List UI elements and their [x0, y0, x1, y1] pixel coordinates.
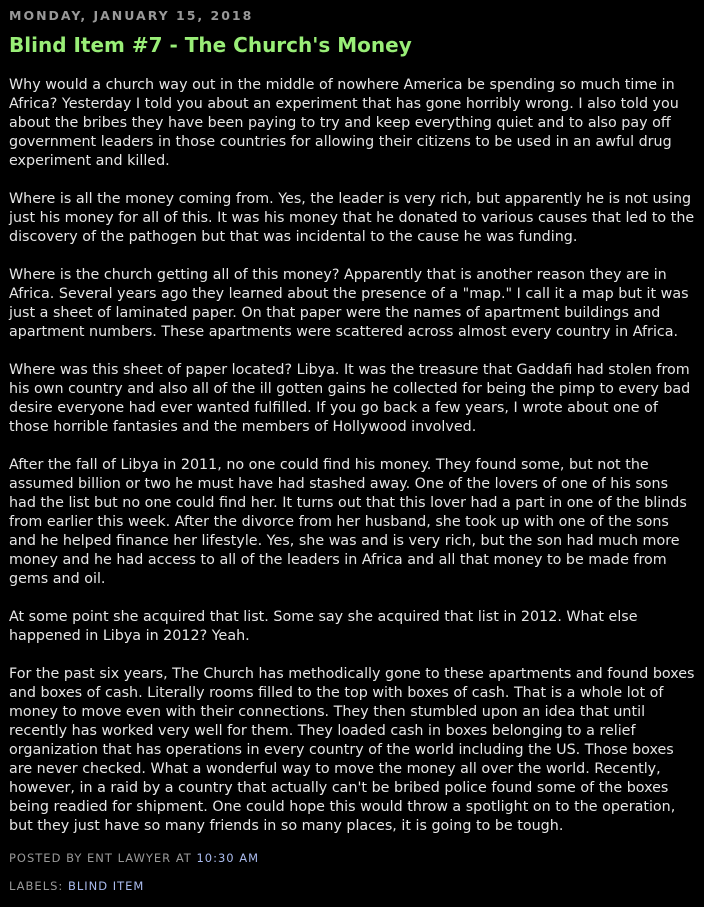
post-body — [9, 76, 699, 836]
post-author-line — [9, 851, 699, 865]
post-footer — [9, 851, 699, 893]
at-label: AT — [175, 851, 192, 865]
post-paragraph: Where is all the money coming from. Yes, the leader is very rich, but apparently he is not using just his money for all of this. It was his money that he donated to various causes that led to the discovery of the pathogen but that was incidental to the cause he was funding. — [9, 191, 695, 245]
post-labels-line — [9, 879, 699, 893]
labels-label: LABELS: — [9, 879, 64, 893]
post-paragraph: At some point she acquired that list. Some say she acquired that list in 2012. What else happened in Libya in 2012? Yeah. — [9, 609, 638, 644]
post-paragraph: After the fall of Libya in 2011, no one could find his money. They found some, but not the assumed billion or two he must have had stashed away. One of the lovers of one of his sons had the list but no one could find her. It turns out that this lover had a part in one of the blinds from earlier this week. After the divorce from her husband, she took up with one of the sons and he helped finance her lifestyle. Yes, she was and is very rich, but the son had much more money and he had access to all of the leaders in Africa and all that money to be made from gems and oil. — [9, 457, 687, 587]
post-title[interactable]: Blind Item #7 - The Church's Money — [9, 33, 412, 57]
post-paragraph: Where is the church getting all of this money? Apparently that is another reason they are in Africa. Several years ago they learned about the presence of a "map." I call it a map but it was just a sheet of laminated paper. On that paper were the names of apartment buildings and apartment numbers. These apartments were scattered across almost every country in Africa. — [9, 267, 689, 340]
date-header: MONDAY, JANUARY 15, 2018 — [9, 8, 254, 23]
post-paragraph: For the past six years, The Church has methodically gone to these apartments and found boxes and boxes of cash. Literally rooms filled to the top with boxes of cash. That is a whole lot of money to move even with their connections. They then stumbled upon an idea that until recently has worked very well for them. They loaded cash in boxes belonging to a relief organization that has operations in every country of the world including the US. Those boxes are never checked. What a wonderful way to move the money all over the world. Recently, however, in a raid by a country that actually can't be bribed police found some of the boxes being readied for shipment. One could hope this would throw a spotlight on to the operation, but they just have so many friends in so many places, it is going to be tough. — [9, 666, 695, 834]
label-link-blind-item[interactable]: BLIND ITEM — [67, 879, 145, 893]
post-paragraph: Where was this sheet of paper located? Libya. It was the treasure that Gaddafi had stolen from his own country and also all of the ill gotten gains he collected for being the pimp to every bad desire everyone had ever wanted fulfilled. If you go back a few years, I wrote about one of those horrible fantasies and the members of Hollywood involved. — [9, 362, 691, 435]
blog-post — [9, 0, 699, 907]
post-timestamp-link[interactable]: 10:30 AM — [196, 851, 260, 865]
post-author: ENT LAWYER — [87, 851, 172, 865]
posted-by-label: POSTED BY — [9, 851, 83, 865]
post-paragraph: Why would a church way out in the middle of nowhere America be spending so much time in Africa? Yesterday I told you about an experiment that has gone horribly wrong. I also told you about the bribes they have been paying to try and keep everything quiet and to also pay off government leaders in those countries for allowing their citizens to be used in an awful drug experiment and killed. — [9, 77, 679, 169]
